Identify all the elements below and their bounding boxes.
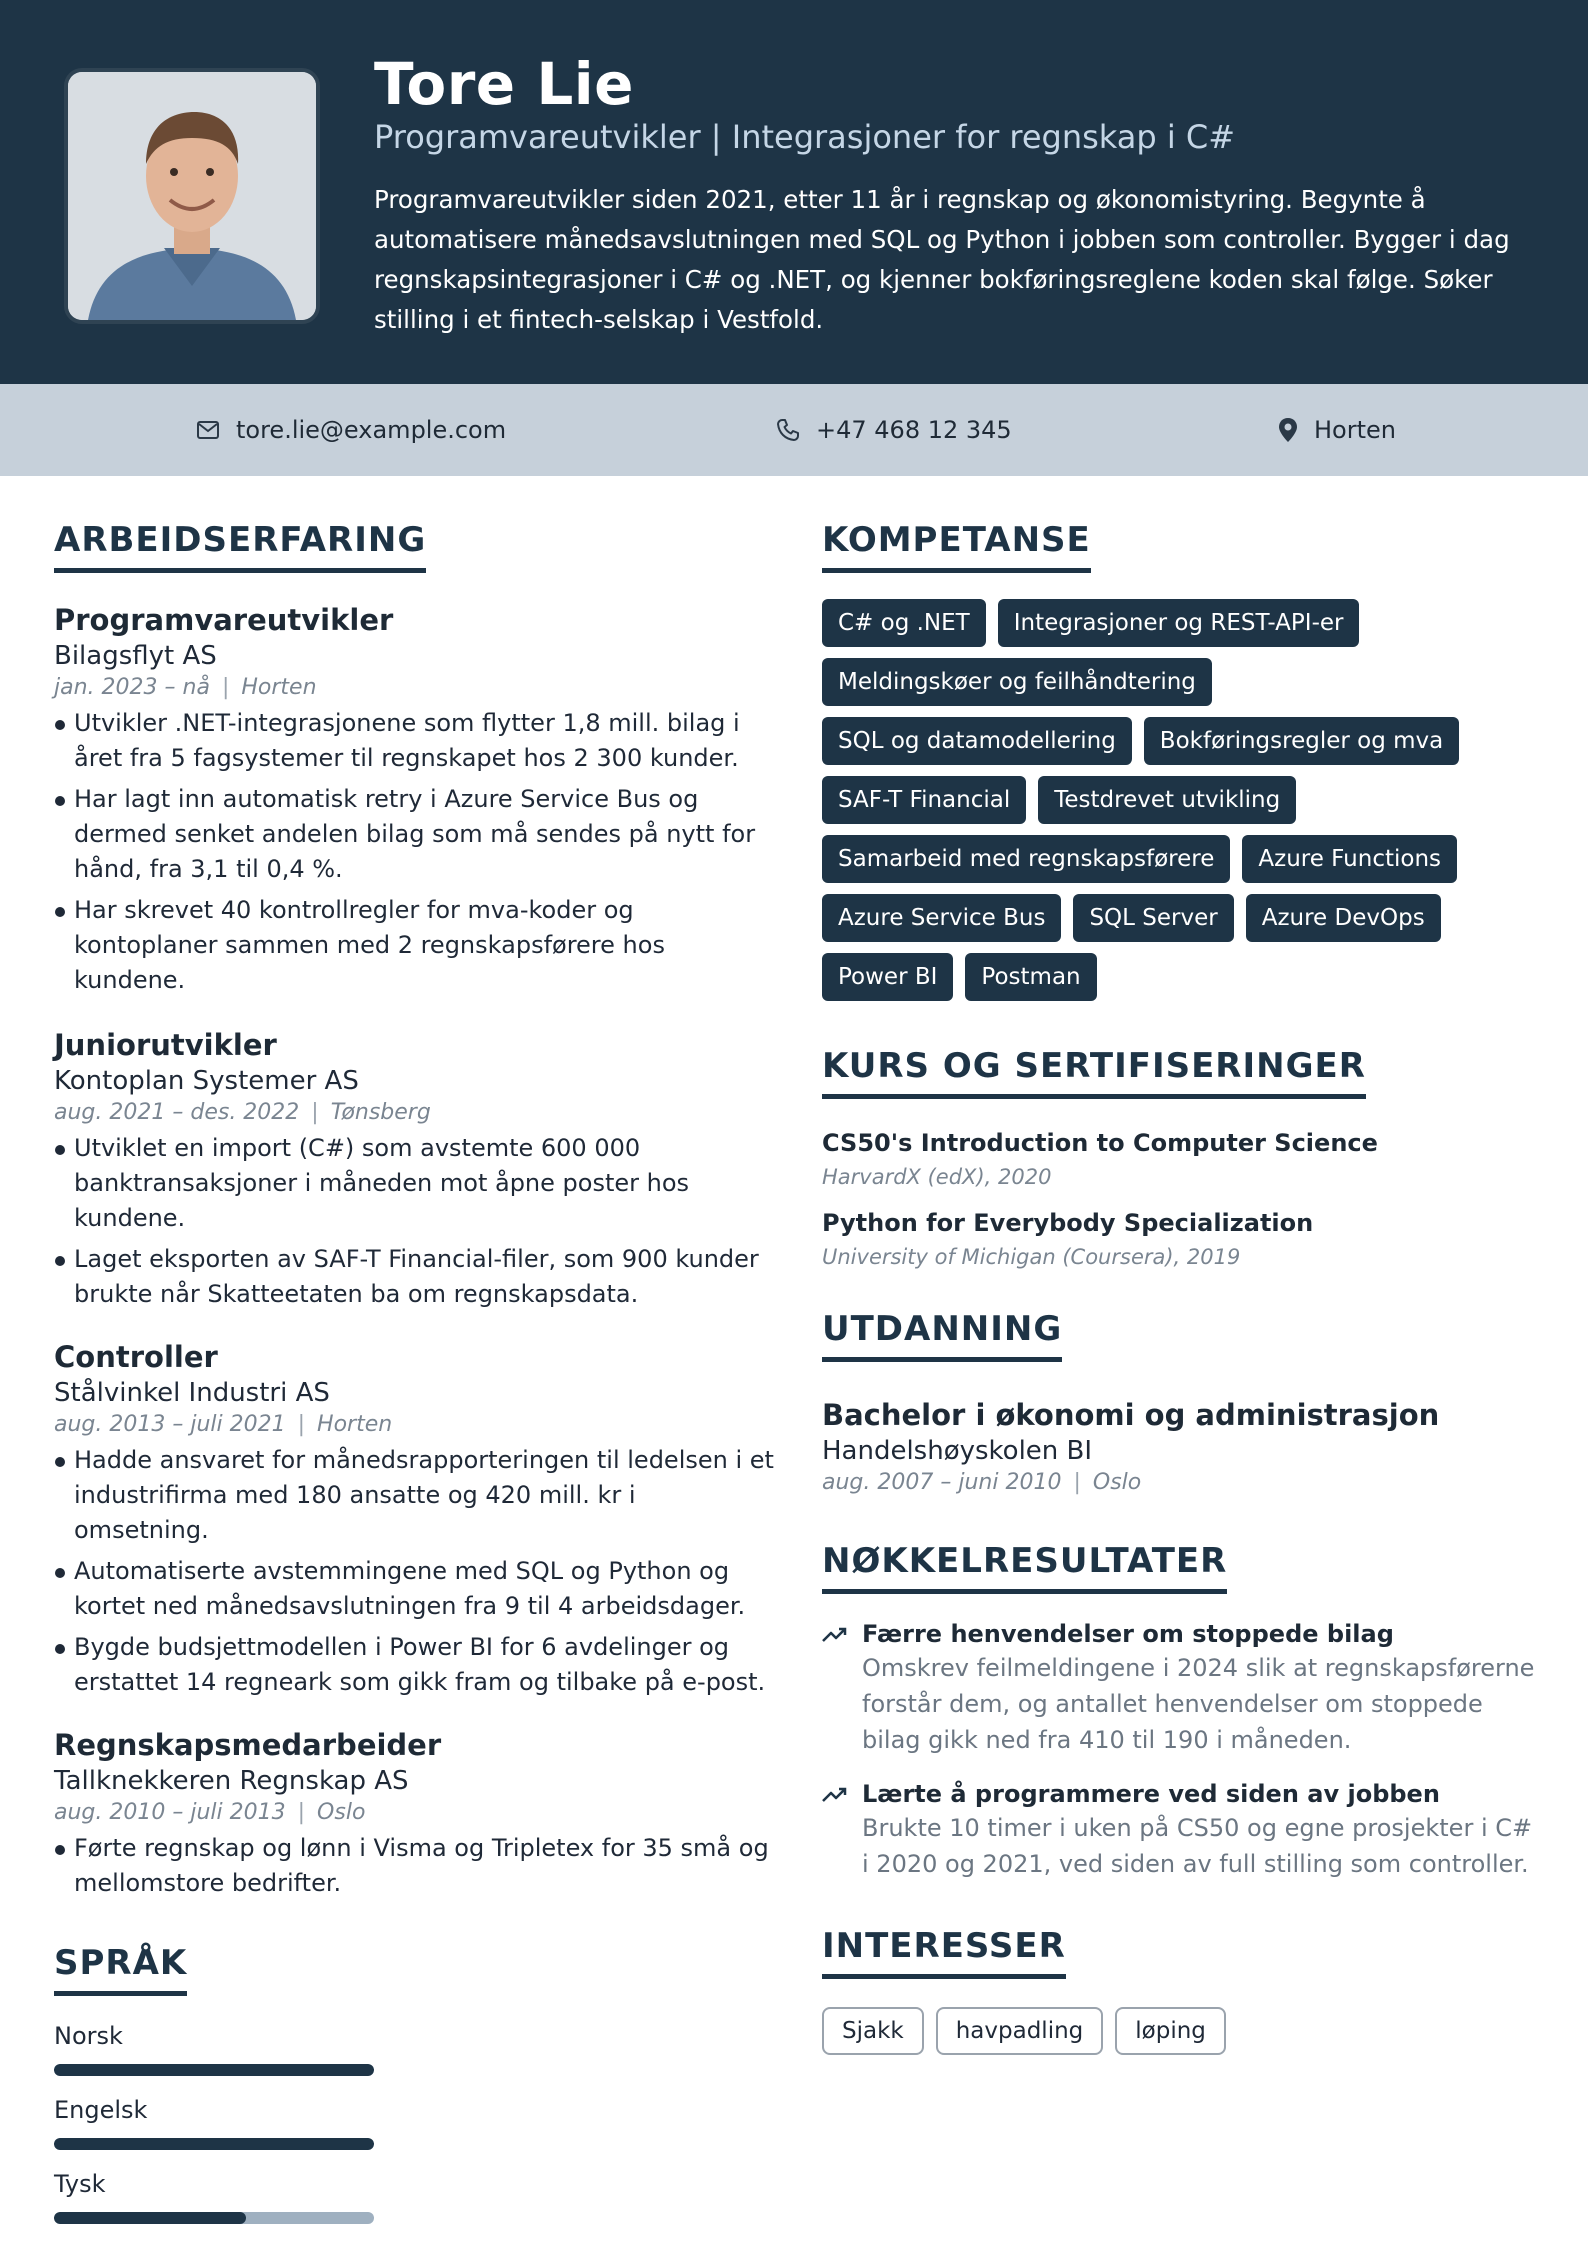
job-period: aug. 2021 – des. 2022 (54, 1100, 300, 1125)
certification-name: Python for Everybody Specialization (822, 1209, 1314, 1237)
resume-header (0, 0, 1588, 384)
profile-summary: Programvareutvikler siden 2021, etter 11 år i regnskap og økonomistyring. Begynte å automatisere månedsavslutningen med SQL og Python i jobben som controller. Bygger i dag regnskapsintegrasjoner i C# og .NET, og kjenner bokføringsreglene koden skal følge. Søker stilling i et fintech-selskap i Vestfold. (374, 185, 1510, 334)
phone-text: +47 468 12 345 (816, 416, 1012, 444)
bullet-item: Utvikler .NET-integrasjonene som flytter 1,8 mill. bilag i året fra 5 fagsystemer til regnskapet hos 2 300 kunder. (54, 706, 774, 776)
email-text: tore.lie@example.com (236, 416, 507, 444)
skill-chip: Postman (965, 953, 1096, 1001)
separator: | (297, 1800, 306, 1825)
job-place: Horten (317, 1412, 393, 1437)
phone-icon (776, 418, 800, 442)
result-body (862, 1620, 1542, 1758)
interests-section (822, 1926, 1542, 2055)
job-bullets (54, 1131, 774, 1312)
section-title-interests: INTERESSER (822, 1926, 1066, 1979)
job-bullets (54, 1443, 774, 1700)
right-column (822, 520, 1542, 2055)
job-meta (54, 675, 774, 700)
profile-photo (64, 68, 320, 324)
skill-chip: SAF-T Financial (822, 776, 1026, 824)
candidate-headline: Programvareutvikler | Integrasjoner for regnskap i C# (374, 118, 1236, 156)
skill-chip: Power BI (822, 953, 953, 1001)
education-period: aug. 2007 – juni 2010 (822, 1470, 1062, 1495)
result-text: Brukte 10 timer i uken på CS50 og egne prosjekter i C# i 2020 og 2021, ved siden av full stilling som controller. (862, 1814, 1533, 1878)
bullet-item: Hadde ansvaret for månedsrapporteringen til ledelsen i et industrifirma med 180 ansatte og 420 mill. kr i omsetning. (54, 1443, 774, 1548)
job-meta (54, 1412, 774, 1437)
interest-tag: løping (1115, 2007, 1226, 2055)
skill-chip: Samarbeid med regnskapsførere (822, 835, 1230, 883)
location-text: Horten (1314, 416, 1396, 444)
job-period: aug. 2010 – juli 2013 (54, 1800, 286, 1825)
education-section (822, 1309, 1542, 1495)
job-bullets (54, 706, 774, 998)
job-meta (54, 1100, 774, 1125)
skill-chip: Azure Functions (1242, 835, 1457, 883)
education-meta (822, 1470, 1542, 1495)
certifications-section (822, 1046, 1542, 1269)
skill-chip: Testdrevet utvikling (1038, 776, 1296, 824)
job-bullets (54, 1831, 774, 1901)
language-level-bar (54, 2064, 374, 2076)
education-place: Oslo (1092, 1470, 1142, 1495)
language-name: Engelsk (54, 2096, 148, 2124)
section-title-experience: ARBEIDSERFARING (54, 520, 426, 573)
education-school: Handelshøyskolen BI (822, 1436, 1093, 1466)
trend-up-icon (822, 1626, 848, 1644)
mail-icon (196, 420, 220, 440)
left-column (54, 520, 774, 2224)
location-pin-icon (1278, 417, 1298, 443)
language-name: Tysk (54, 2170, 106, 2198)
trend-up-icon (822, 1786, 848, 1804)
bullet-item: Automatiserte avstemmingene med SQL og Python og kortet ned månedsavslutningen fra 9 til 4 arbeidsdager. (54, 1554, 774, 1624)
language-item (54, 2096, 774, 2150)
job-title: Controller (54, 1340, 218, 1374)
job-title: Juniorutvikler (54, 1028, 277, 1062)
contact-phone[interactable] (776, 384, 1012, 476)
certification-meta: HarvardX (edX), 2020 (822, 1165, 1052, 1189)
skill-chip: Bokføringsregler og mva (1144, 717, 1459, 765)
section-title-education: UTDANNING (822, 1309, 1062, 1362)
job-place: Oslo (317, 1800, 366, 1825)
separator: | (1073, 1470, 1081, 1495)
language-level-fill (54, 2064, 374, 2076)
languages-section (54, 1943, 774, 2224)
results-section (822, 1541, 1542, 1882)
job-company: Kontoplan Systemer AS (54, 1066, 359, 1096)
job-period: jan. 2023 – nå (54, 675, 210, 700)
language-level-bar (54, 2212, 374, 2224)
contact-email[interactable] (196, 384, 506, 476)
bullet-item: Har lagt inn automatisk retry i Azure Service Bus og dermed senket andelen bilag som må sendes på nytt for hånd, fra 3,1 til 0,4 %. (54, 782, 774, 887)
section-title-certifications: KURS OG SERTIFISERINGER (822, 1046, 1366, 1099)
interest-tag: havpadling (936, 2007, 1104, 2055)
job-entry (54, 1028, 774, 1312)
result-title: Lærte å programmere ved siden av jobben (862, 1780, 1440, 1808)
skill-chip: C# og .NET (822, 599, 986, 647)
job-title: Programvareutvikler (54, 603, 394, 637)
bullet-item: Utviklet en import (C#) som avstemte 600 000 banktransaksjoner i måneden mot åpne poster hos kundene. (54, 1131, 774, 1236)
contact-bar (0, 384, 1588, 476)
certification-meta: University of Michigan (Coursera), 2019 (822, 1245, 1241, 1269)
job-entry (54, 603, 774, 998)
skill-chip: Meldingskøer og feilhåndtering (822, 658, 1212, 706)
language-item (54, 2022, 774, 2076)
job-entry (54, 1728, 774, 1901)
section-title-results: NØKKELRESULTATER (822, 1541, 1227, 1594)
job-period: aug. 2013 – juli 2021 (54, 1412, 286, 1437)
result-item (822, 1620, 1542, 1758)
skill-chip: Azure DevOps (1246, 894, 1441, 942)
job-meta (54, 1800, 774, 1825)
certification-item (822, 1209, 1542, 1269)
job-title: Regnskapsmedarbeider (54, 1728, 442, 1762)
bullet-item: Førte regnskap og lønn i Visma og Tripletex for 35 små og mellomstore bedrifter. (54, 1831, 774, 1901)
result-body (862, 1780, 1542, 1882)
bullet-item: Laget eksporten av SAF-T Financial-filer, som 900 kunder brukte når Skatteetaten ba om regnskapsdata. (54, 1242, 774, 1312)
certification-item (822, 1129, 1542, 1189)
section-title-languages: SPRÅK (54, 1943, 187, 1996)
language-level-fill (54, 2138, 374, 2150)
job-company: Tallknekkeren Regnskap AS (54, 1766, 409, 1796)
language-level-bar (54, 2138, 374, 2150)
job-place: Horten (241, 675, 317, 700)
education-degree: Bachelor i økonomi og administrasjon (822, 1398, 1440, 1432)
job-place: Tønsberg (330, 1100, 431, 1125)
bullet-item: Har skrevet 40 kontrollregler for mva-koder og kontoplaner sammen med 2 regnskapsførere hos kundene. (54, 893, 774, 998)
bullet-item: Bygde budsjettmodellen i Power BI for 6 avdelinger og erstattet 14 regneark som gikk fram og tilbake på e-post. (54, 1630, 774, 1700)
job-company: Bilagsflyt AS (54, 641, 217, 671)
skill-chip: SQL Server (1073, 894, 1233, 942)
skill-chip: SQL og datamodellering (822, 717, 1132, 765)
skill-chip: Integrasjoner og REST-API-er (998, 599, 1360, 647)
interest-tag: Sjakk (822, 2007, 924, 2055)
language-level-fill (54, 2212, 246, 2224)
job-company: Stålvinkel Industri AS (54, 1378, 330, 1408)
interests-list (822, 2007, 1542, 2055)
candidate-name: Tore Lie (374, 50, 635, 118)
separator: | (221, 675, 230, 700)
section-title-skills: KOMPETANSE (822, 520, 1091, 573)
separator: | (297, 1412, 306, 1437)
language-name: Norsk (54, 2022, 123, 2050)
separator: | (311, 1100, 319, 1125)
result-item (822, 1780, 1542, 1882)
job-entry (54, 1340, 774, 1700)
skill-chip: Azure Service Bus (822, 894, 1061, 942)
result-text: Omskrev feilmeldingene i 2024 slik at regnskapsførerne forstår dem, og antallet henvendelser om stoppede bilag gikk ned fra 410 til 190 i måneden. (862, 1654, 1535, 1754)
language-item (54, 2170, 774, 2224)
result-title: Færre henvendelser om stoppede bilag (862, 1620, 1394, 1648)
skills-list (822, 599, 1522, 1012)
contact-location (1278, 384, 1396, 476)
certification-name: CS50's Introduction to Computer Science (822, 1129, 1378, 1157)
